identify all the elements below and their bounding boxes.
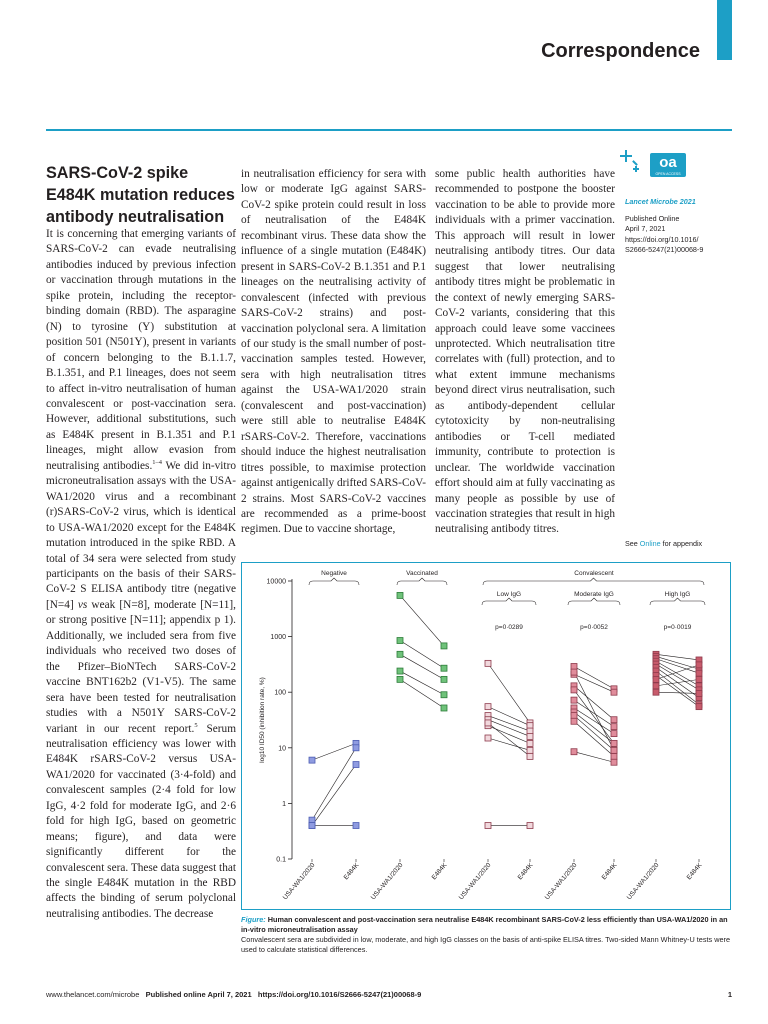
- page-footer: [46, 990, 732, 999]
- data-point-marker: [653, 689, 659, 695]
- data-point-marker: [571, 697, 577, 703]
- pair-connector-line: [488, 716, 530, 731]
- data-point-marker: [696, 670, 702, 676]
- pair-connector-line: [312, 765, 356, 826]
- group-header-convalescent: Convalescent: [574, 570, 614, 577]
- open-access-label: oa: [659, 154, 677, 171]
- pair-connector-line: [488, 707, 530, 726]
- subgroup-bracket: [568, 598, 620, 605]
- header-rule: [46, 129, 732, 131]
- subgroup-bracket: [482, 598, 536, 605]
- pair-connector-line: [574, 686, 614, 720]
- body-text-1c: weak [N=8], moderate [N=11], or strong positive [N=11]; appendix p 1). Additionally, we included sera from five individuals who received two doses of the Pfizer–BioNTech SARS-CoV-2 vaccine BNT162b2 (V1-V5). The same sera have been tested for neutralisation studies with a N501Y SARS-CoV-2 variant in our recent report.: [46, 598, 236, 735]
- data-point-marker: [309, 757, 315, 763]
- pair-connector-line: [656, 659, 699, 673]
- appendix-pre: See: [625, 539, 640, 548]
- data-point-marker: [611, 753, 617, 759]
- data-point-marker: [571, 663, 577, 669]
- footer-site[interactable]: www.thelancet.com/microbe: [46, 990, 140, 999]
- x-tick-label: E484K: [600, 861, 619, 882]
- y-axis-label: log10 ID50 (inhibition rate, %): [259, 677, 266, 763]
- y-tick-label: 0.1: [276, 856, 286, 864]
- figure-caption: [241, 915, 731, 955]
- pair-connector-line: [400, 595, 444, 645]
- pair-connector-line: [488, 663, 530, 723]
- group-header-vaccinated: Vaccinated: [406, 570, 438, 577]
- data-point-marker: [353, 745, 359, 751]
- subgroup-header: High IgG: [664, 591, 691, 598]
- data-point-marker: [397, 592, 403, 598]
- pair-connector-line: [400, 641, 444, 669]
- reference-superscript: 1–4: [152, 459, 163, 467]
- pair-connector-line: [656, 671, 699, 704]
- data-point-marker: [527, 823, 533, 829]
- open-access-badge: [650, 153, 686, 177]
- sparkle-icon: [620, 150, 642, 172]
- data-point-marker: [611, 724, 617, 730]
- data-point-marker: [571, 718, 577, 724]
- data-point-marker: [397, 668, 403, 674]
- p-value-label: p=0·0052: [580, 624, 608, 631]
- data-point-marker: [441, 665, 447, 671]
- data-point-marker: [485, 704, 491, 710]
- footer-published: Published online April 7, 2021: [145, 990, 252, 999]
- data-point-marker: [441, 705, 447, 711]
- appendix-link[interactable]: Online: [639, 539, 661, 548]
- published-date: April 7, 2021: [625, 224, 666, 233]
- figure-caption-text: Convalescent sera are subdivided in low, moderate, and high IgG classes on the basis of anti-spike ELISA titres. Two-sided Mann Whitney-U tests were used to calculate statistical differences.: [241, 935, 731, 954]
- subgroup-header: Low IgG: [496, 591, 522, 598]
- data-point-marker: [571, 687, 577, 693]
- data-point-marker: [485, 735, 491, 741]
- data-point-marker: [653, 676, 659, 682]
- x-tick-label: USA-WA1/2020: [281, 861, 317, 902]
- x-tick-label: USA-WA1/2020: [457, 861, 493, 902]
- reference-superscript: 5: [194, 721, 198, 729]
- footer-doi[interactable]: https://doi.org/10.1016/S2666-5247(21)00068-9: [257, 990, 422, 999]
- data-point-marker: [527, 740, 533, 746]
- pair-connector-line: [312, 748, 356, 820]
- x-tick-label: E484K: [342, 861, 361, 882]
- data-point-marker: [441, 643, 447, 649]
- open-access-small: OPEN ACCESS: [655, 172, 681, 176]
- data-point-marker: [397, 638, 403, 644]
- data-point-marker: [653, 683, 659, 689]
- data-point-marker: [696, 676, 702, 682]
- figure-label: Figure:: [241, 915, 266, 924]
- data-point-marker: [611, 740, 617, 746]
- journal-name: Lancet Microbe 2021: [625, 197, 696, 206]
- body-column-3: some public health authorities have recommended to postpone the booster vaccination to be able to provide more individuals with a primer vaccination. This approach will result in lower neutralising antibody titres. Our data suggest that lower neutralising antibody titres might be problematic in the context of newly emerging SARS-CoV-2 variants, considering that this approach could leave some vaccinees unprotected. Which neutralisation titre correlates with (full) protection, and to what extent immune mechanisms beyond direct virus neutralisation, such as antibody-dependent cellular cytotoxicity by non-neutralising antibodies or T-cell mediated immunity, contribute to protection is unclear. The worldwide vaccination effort should aim at fully vaccinating as many people as possible by use of vaccination strategies that result in high neutralising antibody titres.: [435, 168, 615, 536]
- p-value-label: p=0·0019: [663, 624, 692, 631]
- pair-connector-line: [400, 671, 444, 695]
- publication-sidebar: [625, 197, 730, 256]
- pair-connector-line: [656, 654, 699, 660]
- x-tick-label: E484K: [685, 861, 704, 882]
- data-point-marker: [485, 660, 491, 666]
- doi-link-part-1[interactable]: https://doi.org/10.1016/: [625, 234, 699, 244]
- neutralisation-chart: [242, 563, 730, 909]
- data-point-marker: [441, 676, 447, 682]
- data-point-marker: [527, 733, 533, 739]
- x-tick-label: USA-WA1/2020: [625, 861, 661, 902]
- published-label: Published Online: [625, 213, 680, 223]
- data-point-marker: [353, 823, 359, 829]
- data-point-marker: [611, 759, 617, 765]
- x-tick-label: USA-WA1/2020: [369, 861, 405, 902]
- figure-caption-title: Human convalescent and post-vaccination sera neutralise E484K recombinant SARS-CoV-2 less efficiently than USA-WA1/2020 in an in-vitro microneutralisation assay: [241, 915, 728, 934]
- data-point-marker: [485, 720, 491, 726]
- data-point-marker: [527, 753, 533, 759]
- versus-italic: vs: [77, 598, 88, 611]
- data-point-marker: [611, 689, 617, 695]
- pair-connector-line: [574, 666, 614, 688]
- appendix-post: for appendix: [660, 539, 703, 548]
- data-point-marker: [571, 669, 577, 675]
- data-point-marker: [571, 749, 577, 755]
- body-text-1d: Serum neutralisation efficiency was lower with E484K rSARS-CoV-2 versus USA-WA1/2020 for vaccinated (3·4-fold) and convalescent samples (2·4 fold for low IgG, 4·2 fold for moderate IgG, and 2·6 fold for high IgG, based on geometric means; figure), and data were significantly different for the convalescent sera. These data suggest that the single E484K mutation in the RBD affects the binding of serum polyclonal neutralising antibodies. The decrease: [46, 722, 236, 920]
- x-tick-label: E484K: [516, 861, 535, 882]
- group-bracket-convalescent: [483, 578, 704, 585]
- group-header-negative: Negative: [321, 570, 347, 577]
- data-point-marker: [696, 690, 702, 696]
- y-tick-label: 10000: [266, 578, 286, 586]
- page-number: 1: [727, 990, 732, 999]
- data-point-marker: [397, 651, 403, 657]
- body-column-1: [46, 227, 236, 922]
- data-point-marker: [353, 762, 359, 768]
- data-point-marker: [397, 676, 403, 682]
- data-point-marker: [527, 747, 533, 753]
- body-text-1b: We did in-vitro microneutralisation assays with the USA-WA1/2020 virus and a recombinant (r)SARS-CoV-2 virus, which is identical to USA-WA1/2020 except for the E484K mutation introduced in the spike RBD. A total of 34 sera were selected from study participants on the basis of their SARS-CoV-2 S ELISA antibody titre (negative [N=4]: [46, 459, 236, 611]
- y-tick-label: 10: [278, 745, 286, 753]
- y-tick-label: 1000: [270, 634, 286, 642]
- pair-connector-line: [574, 700, 614, 727]
- data-point-marker: [441, 692, 447, 698]
- group-bracket-vaccinated: [397, 578, 447, 585]
- x-tick-label: E484K: [430, 861, 449, 882]
- subgroup-bracket: [650, 598, 705, 605]
- section-title: Correspondence: [541, 40, 700, 62]
- y-tick-label: 1: [282, 800, 286, 808]
- figure-frame: [241, 562, 731, 910]
- pair-connector-line: [400, 654, 444, 679]
- body-text-1: It is concerning that emerging variants of SARS-CoV-2 can evade neutralising antibodies induced by previous infection or vaccination through mutations in the spike protein, including the receptor-binding domain (RBD). The asparagine (N) to tyrosine (Y) substitution at position 501 (N501Y), present in variants of concern belonging to the B.1.1.7, B.1.351, and P.1 lineages, does not seem to affect in-vitro neutralisation of human convalescent or post-vaccination sera. However, additional substitutions, such as E484K present in B.1.351 and P.1 lineages, might allow evasion from neutralising antibodies.: [46, 228, 236, 472]
- data-point-marker: [571, 713, 577, 719]
- data-point-marker: [611, 747, 617, 753]
- x-tick-label: USA-WA1/2020: [543, 861, 579, 902]
- data-point-marker: [611, 717, 617, 723]
- data-point-marker: [309, 823, 315, 829]
- p-value-label: p=0·0289: [495, 624, 523, 631]
- y-tick-label: 100: [274, 689, 286, 697]
- group-bracket-negative: [309, 578, 359, 585]
- data-point-marker: [696, 704, 702, 710]
- article-title: SARS-CoV-2 spike E484K mutation reduces antibody neutralisation: [46, 164, 235, 226]
- data-point-marker: [696, 662, 702, 668]
- data-point-marker: [611, 731, 617, 737]
- subgroup-header: Moderate IgG: [574, 591, 614, 598]
- body-column-2: in neutralisation efficiency for sera with low or moderate IgG against SARS-CoV-2 spike protein could result in loss of neutralisation of the E484K recombinant virus. These data show the influence of a single mutation (E484K) present in SARS-CoV-2 B.1.351 and P.1 lineages on the neutralising activity of convalescent (infected with previous SARS-CoV-2 strains) and post-vaccination polyclonal sera. A limitation of our study is the small number of post-vaccination samples tested. However, sera with high neutralisation titres against the USA-WA1/2020 strain (convalescent and post-vaccination) were still able to neutralise E484K rSARS-CoV-2. Therefore, vaccinations should induce the highest neutralisation titres possible, to maximise protection against antigenically drifted SARS-CoV-2 strains. Most SARS-CoV-2 vaccines are recommended as a prime-boost regimen. Due to vaccine shortage,: [241, 168, 427, 536]
- journal-color-bar: [717, 0, 732, 60]
- data-point-marker: [485, 823, 491, 829]
- pair-connector-line: [400, 679, 444, 708]
- doi-link-part-2[interactable]: S2666-5247(21)00068-9: [625, 245, 704, 254]
- pair-connector-line: [574, 752, 614, 763]
- pair-connector-line: [312, 743, 356, 760]
- appendix-note: [625, 539, 702, 548]
